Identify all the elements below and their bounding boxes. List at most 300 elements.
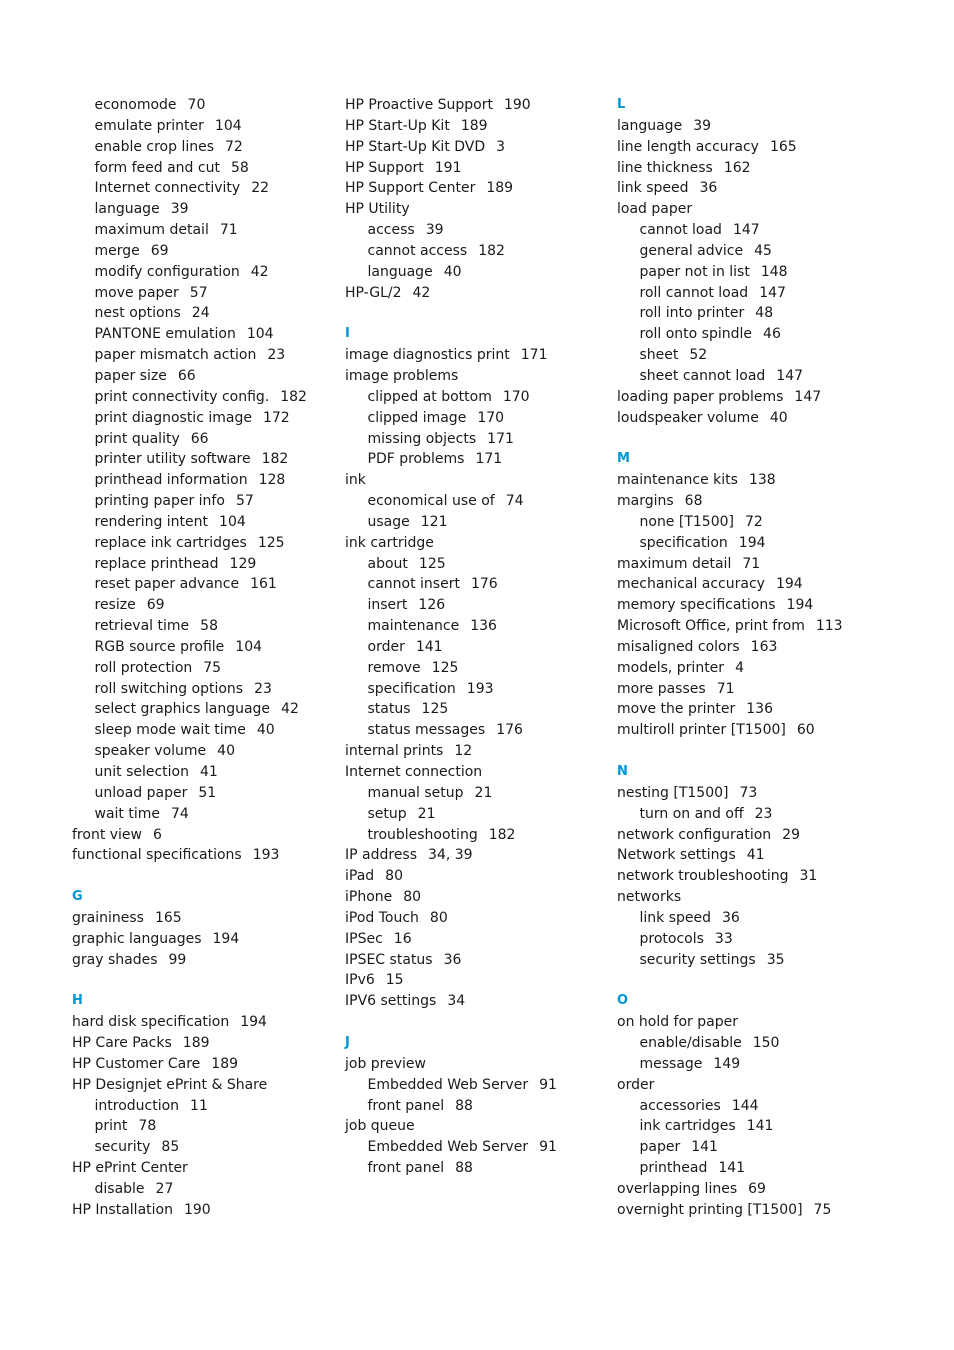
index-subentry (72, 387, 342, 408)
index-page-number[interactable]: 40 (443, 263, 462, 280)
index-subentry (72, 595, 342, 616)
index-subentry (72, 574, 342, 595)
index-page-number[interactable]: 34, 39 (428, 847, 473, 864)
index-page-number[interactable]: 29 (782, 826, 800, 843)
index-page-number[interactable]: 91 (539, 1076, 557, 1093)
index-page-number[interactable]: 171 (475, 451, 503, 468)
index-term: clipped at bottom (367, 388, 492, 405)
index-page-number[interactable]: 147 (732, 222, 760, 239)
index-term: specification (367, 680, 456, 697)
index-page-number[interactable]: 182 (478, 242, 505, 259)
index-term: front view (72, 826, 142, 843)
index-entry (72, 929, 342, 950)
index-page-number[interactable]: 21 (474, 784, 493, 801)
index-subentry (72, 408, 342, 429)
index-page-number[interactable]: 136 (470, 618, 497, 635)
index-subentry (72, 158, 342, 179)
index-entry (345, 533, 615, 554)
index-page-number[interactable]: 129 (229, 555, 257, 572)
index-entry (617, 137, 917, 158)
index-page-number[interactable]: 163 (750, 638, 778, 655)
index-entry (345, 137, 615, 158)
index-page-number[interactable]: 42 (250, 263, 269, 280)
index-subentry (345, 595, 615, 616)
index-page-number[interactable]: 71 (716, 680, 735, 697)
index-term: introduction (94, 1097, 180, 1114)
index-term: multiroll printer [T1500] (617, 722, 786, 739)
index-page-number[interactable]: 104 (246, 326, 274, 343)
index-term: PANTONE emulation (94, 326, 236, 343)
index-page-number[interactable]: 39 (693, 117, 712, 134)
index-term: overlapping lines (617, 1180, 738, 1197)
index-page-number[interactable]: 57 (189, 284, 208, 301)
index-term: remove (367, 659, 421, 676)
index-page-number[interactable]: 42 (412, 284, 431, 301)
index-page-number[interactable]: 136 (746, 701, 773, 718)
index-entry (72, 908, 342, 929)
index-page-number[interactable]: 31 (799, 868, 818, 885)
index-term: order (367, 638, 405, 655)
index-subentry (617, 262, 917, 283)
index-page-number[interactable]: 170 (477, 409, 505, 426)
index-term: troubleshooting (367, 826, 478, 843)
index-term: turn on and off (639, 805, 744, 822)
index-entry (345, 929, 615, 950)
index-term: Internet connection (345, 764, 483, 780)
index-entry (72, 825, 342, 846)
section-spacer (345, 1012, 615, 1033)
index-term: unload paper (94, 784, 188, 801)
index-page-number[interactable]: 165 (769, 138, 797, 155)
index-subentry (617, 220, 917, 241)
index-page-number[interactable]: 189 (460, 117, 488, 134)
index-page-number[interactable]: 194 (738, 534, 766, 551)
index-page-number[interactable]: 11 (190, 1097, 208, 1114)
index-term: security settings (639, 951, 756, 968)
index-subentry (617, 950, 917, 971)
index-page-number[interactable]: 162 (723, 159, 751, 176)
index-subentry (72, 470, 342, 491)
index-term: manual setup (367, 784, 464, 801)
index-page-number[interactable]: 27 (155, 1180, 174, 1197)
index-page-number[interactable]: 148 (760, 263, 788, 280)
index-subentry (345, 408, 615, 429)
index-term: cannot access (367, 242, 468, 259)
index-page-number[interactable]: 42 (281, 701, 299, 718)
index-subentry (617, 324, 917, 345)
index-term: reset paper advance (94, 576, 240, 593)
index-page-number[interactable]: 6 (153, 826, 162, 843)
index-term: language (367, 263, 433, 280)
index-term: iPad (345, 868, 375, 885)
index-page-number[interactable]: 39 (425, 222, 444, 239)
index-term: sheet cannot load (639, 367, 766, 384)
index-page-number[interactable]: 75 (203, 659, 222, 676)
index-page-number[interactable]: 147 (794, 388, 822, 405)
index-term: form feed and cut (94, 159, 220, 176)
index-page-number[interactable]: 75 (813, 1201, 832, 1218)
index-page-number[interactable]: 161 (250, 576, 277, 593)
index-page-number[interactable]: 4 (735, 659, 744, 676)
index-entry (72, 950, 342, 971)
index-term: emulate printer (94, 117, 204, 134)
index-page-number[interactable]: 189 (486, 180, 514, 197)
index-term: language (94, 201, 160, 218)
index-entry (617, 1075, 917, 1096)
index-term: rendering intent (94, 513, 209, 530)
index-term: IPv6 (345, 972, 375, 989)
index-term: network troubleshooting (617, 868, 789, 885)
index-subentry (72, 533, 342, 554)
index-entry (345, 950, 615, 971)
index-term: printer utility software (94, 451, 251, 468)
index-page-number[interactable]: 69 (146, 597, 165, 614)
index-page-number[interactable]: 141 (718, 1160, 746, 1177)
index-subentry (617, 512, 917, 533)
index-page-number[interactable]: 80 (429, 909, 448, 926)
index-entry (617, 845, 917, 866)
index-page-number[interactable]: 72 (225, 138, 243, 155)
index-term: HP Start-Up Kit DVD (345, 138, 486, 155)
index-term: ink cartridges (639, 1118, 736, 1135)
section-spacer (72, 970, 342, 991)
index-page-number[interactable]: 190 (503, 97, 531, 113)
index-term: economical use of (367, 493, 495, 510)
index-entry (72, 1075, 342, 1096)
index-subentry (345, 512, 615, 533)
index-column-2 (345, 95, 615, 1179)
index-page-number[interactable]: 66 (177, 367, 196, 384)
index-subentry (617, 1096, 917, 1117)
index-subentry (617, 1158, 917, 1179)
index-page-number[interactable]: 23 (267, 347, 286, 364)
index-subentry (72, 637, 342, 658)
index-page-number[interactable]: 150 (752, 1034, 780, 1051)
index-term: missing objects (367, 430, 477, 447)
index-term: paper (639, 1139, 681, 1156)
index-term: sleep mode wait time (94, 722, 246, 739)
index-term: margins (617, 493, 674, 510)
index-page-number[interactable]: 69 (748, 1180, 766, 1197)
index-page-number[interactable]: 113 (815, 618, 843, 635)
index-page-number[interactable]: 85 (161, 1139, 180, 1156)
index-term: wait time (94, 805, 160, 822)
index-page-number[interactable]: 149 (713, 1055, 741, 1072)
index-page-number[interactable]: 15 (385, 972, 404, 989)
index-subentry (345, 804, 615, 825)
index-subentry (345, 783, 615, 804)
index-page-number[interactable]: 147 (776, 367, 804, 384)
index-subentry (345, 429, 615, 450)
index-page-number[interactable]: 121 (420, 513, 448, 530)
index-page-number[interactable]: 3 (496, 138, 506, 155)
index-page-number[interactable]: 144 (731, 1097, 759, 1114)
index-page-number[interactable]: 138 (748, 472, 776, 489)
index-subentry (345, 241, 615, 262)
index-entry (345, 845, 615, 866)
index-subentry (72, 1116, 342, 1137)
index-term: select graphics language (94, 701, 271, 718)
index-subentry (72, 554, 342, 575)
index-term: IP address (345, 847, 418, 864)
index-page-number[interactable]: 194 (212, 930, 240, 947)
index-entry (345, 887, 615, 908)
index-term: link speed (639, 909, 712, 926)
index-term: roll onto spindle (639, 326, 753, 343)
index-term: hard disk specification (72, 1014, 230, 1031)
index-term: HP Proactive Support (345, 97, 493, 113)
index-term: printing paper info (94, 493, 225, 510)
index-page-number[interactable]: 141 (415, 638, 443, 655)
index-term: network configuration (617, 826, 772, 843)
index-page-number[interactable]: 34 (447, 993, 466, 1010)
index-subentry (345, 1158, 615, 1179)
index-term: paper mismatch action (94, 347, 257, 364)
index-term: paper not in list (639, 263, 750, 280)
index-page-number[interactable]: 194 (240, 1014, 267, 1031)
index-page-number[interactable]: 125 (418, 555, 446, 572)
index-entry (617, 866, 917, 887)
index-entry (345, 741, 615, 762)
index-entry (345, 970, 615, 991)
index-page-number[interactable]: 74 (171, 805, 189, 822)
index-term: status messages (367, 722, 486, 739)
index-term: roll protection (94, 659, 193, 676)
index-term: merge (94, 242, 140, 259)
index-term: general advice (639, 242, 744, 259)
index-entry (345, 158, 615, 179)
index-subentry (617, 533, 917, 554)
index-page-number[interactable]: 51 (198, 784, 217, 801)
index-page-number[interactable]: 36 (443, 951, 462, 968)
index-page-number[interactable]: 193 (252, 847, 280, 864)
index-page-number[interactable]: 22 (251, 180, 270, 197)
index-page-number[interactable]: 48 (755, 305, 774, 322)
index-page-number[interactable]: 191 (434, 159, 462, 176)
index-term: replace printhead (94, 555, 219, 572)
index-term: models, printer (617, 659, 725, 676)
index-section-letter: N (617, 764, 628, 779)
index-subentry (72, 512, 342, 533)
index-term: none [T1500] (639, 513, 734, 530)
index-term: paper size (94, 367, 167, 384)
index-subentry (345, 679, 615, 700)
index-page-number[interactable]: 73 (739, 784, 758, 801)
index-term: maintenance kits (617, 472, 738, 489)
index-page-number[interactable]: 39 (170, 201, 189, 218)
index-entry (617, 178, 917, 199)
index-term: image diagnostics print (345, 347, 510, 364)
index-term: loading paper problems (617, 388, 784, 405)
index-page-number[interactable]: 68 (684, 493, 703, 510)
index-section-letter: I (345, 326, 350, 342)
index-term: loudspeaker volume (617, 409, 759, 426)
index-page-number[interactable]: 88 (455, 1160, 473, 1177)
index-entry (617, 387, 917, 408)
index-term: order (617, 1076, 655, 1093)
index-section-letter: L (617, 97, 626, 112)
index-page-number[interactable]: 16 (393, 930, 412, 947)
index-page-number[interactable]: 141 (691, 1139, 718, 1156)
index-page-number[interactable]: 52 (689, 347, 708, 364)
index-page-number[interactable]: 40 (217, 743, 235, 760)
index-page-number[interactable]: 88 (455, 1097, 473, 1114)
index-page-number[interactable]: 57 (235, 493, 254, 510)
index-term: Embedded Web Server (367, 1076, 529, 1093)
index-page-number[interactable]: 104 (235, 638, 263, 655)
index-term: insert (367, 597, 408, 614)
index-page-number[interactable]: 40 (256, 722, 275, 739)
index-page-number[interactable]: 35 (766, 951, 785, 968)
index-page-number[interactable]: 170 (502, 388, 530, 405)
index-page-number[interactable]: 80 (403, 889, 422, 906)
index-section-letter: O (617, 993, 629, 1009)
index-page-number[interactable]: 171 (487, 430, 514, 447)
index-subentry (617, 804, 917, 825)
index-page-number[interactable]: 70 (187, 97, 206, 113)
index-page-number[interactable]: 91 (539, 1139, 557, 1156)
index-term: language (617, 117, 683, 134)
index-term: on hold for paper (617, 1014, 738, 1031)
index-page-number[interactable]: 190 (183, 1201, 211, 1218)
index-subentry (345, 658, 615, 679)
index-page-number[interactable]: 176 (496, 722, 523, 739)
index-term: graininess (72, 909, 144, 926)
index-page-number[interactable]: 193 (466, 680, 494, 697)
index-subentry (617, 345, 917, 366)
index-page-number[interactable]: 182 (488, 826, 516, 843)
index-term: print quality (94, 430, 180, 447)
index-subentry (617, 908, 917, 929)
index-page-number[interactable]: 36 (722, 909, 740, 926)
index-page-number[interactable]: 182 (280, 388, 307, 405)
index-term: about (367, 555, 408, 572)
index-subentry (72, 491, 342, 512)
index-subentry (617, 1116, 917, 1137)
index-page-number[interactable]: 23 (254, 680, 272, 697)
index-page-number[interactable]: 40 (769, 409, 788, 426)
index-page-number[interactable]: 189 (211, 1055, 239, 1072)
index-page-number[interactable]: 171 (520, 347, 548, 364)
index-term: protocols (639, 930, 704, 947)
index-page-number[interactable]: 41 (746, 847, 765, 864)
index-term: roll into printer (639, 305, 745, 322)
index-page-number[interactable]: 126 (418, 597, 446, 614)
index-entry (617, 408, 917, 429)
index-term: line thickness (617, 159, 713, 176)
index-entry (345, 95, 615, 116)
index-entry (345, 866, 615, 887)
index-page-number[interactable]: 80 (385, 868, 403, 885)
index-page-number[interactable]: 104 (219, 513, 246, 530)
index-page-number[interactable]: 36 (699, 180, 718, 197)
index-subentry (617, 929, 917, 950)
index-term: functional specifications (72, 847, 242, 864)
index-page-number[interactable]: 60 (796, 722, 815, 739)
index-term: RGB source profile (94, 638, 225, 655)
index-page-number[interactable]: 21 (417, 805, 436, 822)
index-term: HP Installation (72, 1201, 173, 1218)
index-page-number[interactable]: 69 (150, 242, 169, 259)
index-page-number[interactable]: 147 (759, 284, 786, 301)
index-page-number[interactable]: 24 (191, 305, 210, 322)
index-entry (617, 637, 917, 658)
index-term: specification (639, 534, 728, 551)
index-term: graphic languages (72, 930, 202, 947)
index-entry (345, 199, 615, 220)
index-page-number[interactable]: 58 (200, 618, 218, 635)
index-page-number[interactable]: 99 (168, 951, 187, 968)
index-page-number[interactable]: 12 (454, 743, 473, 760)
index-entry (617, 783, 917, 804)
index-page-number[interactable]: 58 (230, 159, 249, 176)
index-page-number[interactable]: 125 (421, 701, 449, 718)
index-page-number[interactable]: 45 (754, 242, 772, 259)
index-subentry (72, 783, 342, 804)
index-page-number[interactable]: 189 (182, 1034, 210, 1051)
index-page-number[interactable]: 33 (714, 930, 733, 947)
index-entry (72, 1200, 342, 1221)
index-entry (345, 345, 615, 366)
index-page-number[interactable]: 41 (200, 764, 218, 780)
index-section-letter: H (72, 993, 83, 1009)
index-page-number[interactable]: 78 (138, 1118, 157, 1135)
index-section-letter: G (72, 889, 83, 905)
index-term: enable/disable (639, 1034, 742, 1051)
index-page-number[interactable]: 172 (262, 409, 290, 426)
index-entry (72, 1158, 342, 1179)
index-page-number[interactable]: 141 (746, 1118, 774, 1135)
index-page-number[interactable]: 125 (431, 659, 459, 676)
index-term: front panel (367, 1160, 445, 1177)
index-page-number[interactable]: 194 (775, 576, 803, 593)
index-page-number[interactable]: 74 (505, 493, 524, 510)
index-page-number[interactable]: 72 (744, 513, 763, 530)
index-entry (617, 470, 917, 491)
index-page-number[interactable]: 23 (754, 805, 773, 822)
index-term: roll switching options (94, 680, 244, 697)
index-page-number[interactable]: 71 (219, 222, 238, 239)
index-page-number[interactable]: 182 (261, 451, 289, 468)
index-term: speaker volume (94, 743, 207, 760)
index-page-number[interactable]: 128 (258, 472, 286, 489)
index-term: HP Customer Care (72, 1055, 201, 1072)
index-page-number[interactable]: 104 (214, 117, 242, 134)
index-page-number[interactable]: 46 (763, 326, 781, 343)
index-entry (345, 1054, 615, 1075)
index-term: printhead information (94, 472, 248, 489)
index-page-number[interactable]: 71 (742, 555, 761, 572)
index-term: move paper (94, 284, 179, 301)
index-subentry (72, 220, 342, 241)
index-page-number[interactable]: 125 (257, 534, 285, 551)
index-subentry (72, 429, 342, 450)
index-entry (345, 991, 615, 1012)
index-term: move the printer (617, 701, 736, 718)
index-subentry (345, 1137, 615, 1158)
index-page-number[interactable]: 66 (190, 430, 209, 447)
index-subentry (72, 1179, 342, 1200)
index-term: Microsoft Office, print from (617, 618, 805, 635)
index-subentry (345, 574, 615, 595)
index-subentry (345, 616, 615, 637)
index-page-number[interactable]: 176 (470, 576, 498, 593)
index-page-number[interactable]: 194 (786, 597, 814, 614)
index-page-number[interactable]: 165 (154, 909, 182, 926)
index-entry (617, 116, 917, 137)
index-section-letter: M (617, 451, 630, 467)
index-term: gray shades (72, 951, 158, 968)
